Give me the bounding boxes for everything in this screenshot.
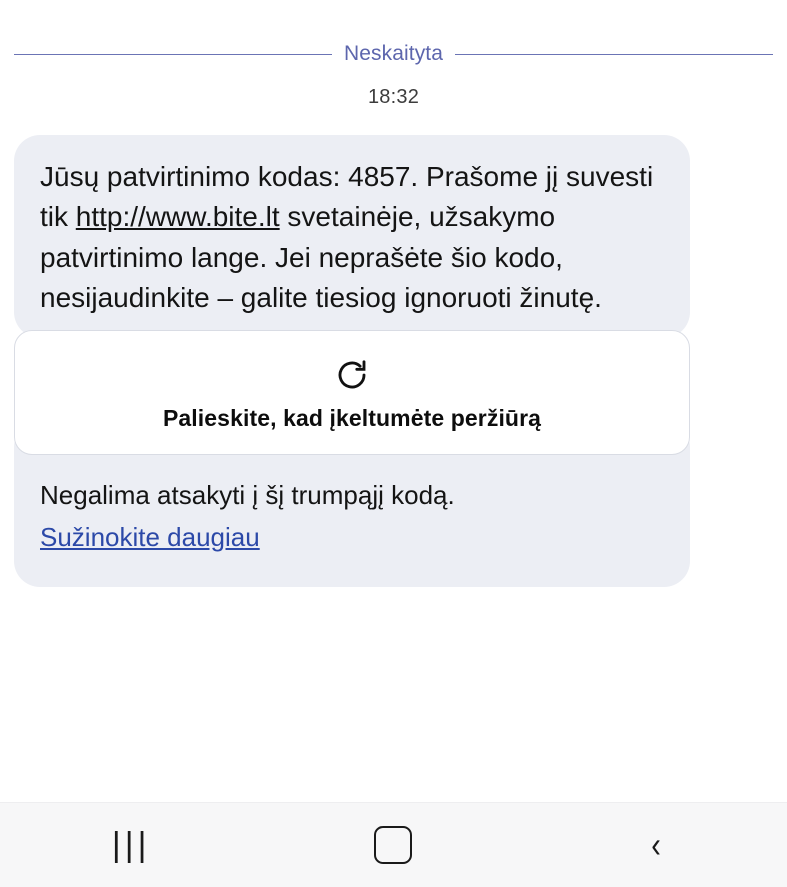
- unread-divider: [14, 42, 773, 66]
- unread-divider-line-left: [14, 54, 332, 55]
- back-button[interactable]: [596, 815, 716, 875]
- android-navigation-bar: [0, 802, 787, 887]
- unread-divider-label: Neskaityta: [343, 42, 444, 65]
- shortcode-notice-text: Negalima atsakyti į šį trumpąjį kodą.: [40, 480, 455, 511]
- message-text-before-link: Jūsų patvirtinimo kodas: 4857. Prašome jį suvesti tik: [40, 161, 654, 233]
- message-body: [40, 157, 664, 318]
- message-text-after-link: svetainėje, užsakymo patvirtinimo lange. Jei neprašėte šio kodo, nesijaudinkite – galite tiesiog ignoruoti žinutę.: [40, 201, 602, 313]
- back-chevron-icon: ‹: [651, 824, 661, 865]
- recents-icon: |||: [111, 826, 151, 864]
- link-preview-label: Palieskite, kad įkeltumėte peržiūrą: [162, 405, 542, 432]
- refresh-icon: [334, 357, 370, 393]
- learn-more-link[interactable]: Sužinokite daugiau: [40, 521, 260, 552]
- bite-lt-link[interactable]: http://www.bite.lt: [75, 201, 280, 233]
- unread-divider-line-right: [455, 54, 773, 55]
- home-button[interactable]: [333, 815, 453, 875]
- message-timestamp: 18:32: [367, 86, 420, 108]
- message-bubble[interactable]: [14, 135, 690, 338]
- link-preview-card[interactable]: [14, 330, 690, 455]
- message-bubble-container: [0, 135, 787, 338]
- recents-button[interactable]: [71, 815, 191, 875]
- home-square-icon: [374, 826, 412, 864]
